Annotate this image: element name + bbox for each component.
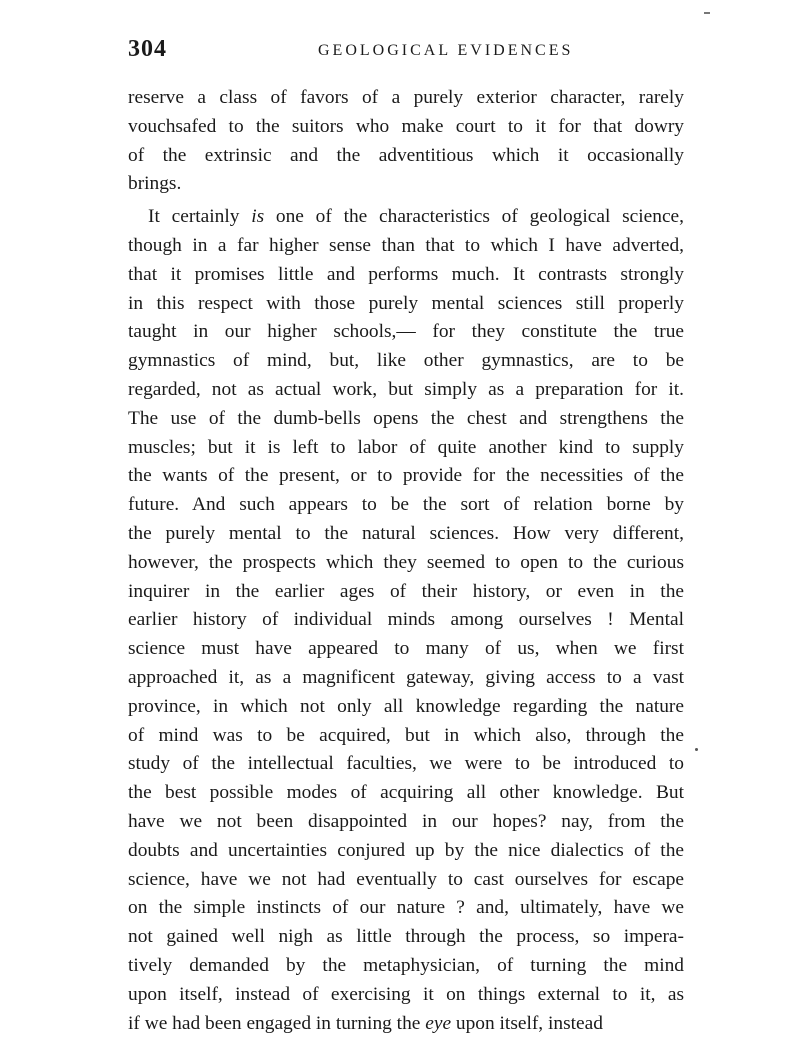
text-line: the wants of the present, or to provide for the necessities of the bbox=[128, 465, 684, 487]
text-line: though in a far higher sense than that to which I have adverted, bbox=[128, 234, 684, 256]
text-line: approached it, as a magnificent gateway, giving access to a vast bbox=[128, 666, 684, 688]
text-line: science must have appeared to many of us, when we first bbox=[128, 638, 684, 660]
text-line: brings. bbox=[128, 173, 182, 195]
text-line: if we had been engaged in turning the eye upon itself, instead bbox=[128, 1012, 603, 1034]
running-head: GEOLOGICAL EVIDENCES bbox=[318, 42, 574, 59]
text-line: reserve a class of favors of a purely exterior character, rarely bbox=[128, 87, 684, 108]
text-line: of mind was to be acquired, but in which also, through the bbox=[128, 724, 684, 746]
text-line: taught in our higher schools,— for they constitute the true bbox=[128, 321, 684, 343]
text-line: on the simple instincts of our nature ? and, ultimately, have we bbox=[128, 897, 684, 919]
paragraph bbox=[128, 84, 684, 199]
paragraph bbox=[128, 203, 684, 1038]
text-line: It certainly is one of the characteristics of geological science, bbox=[148, 206, 685, 228]
text-line: the purely mental to the natural sciences. How very different, bbox=[128, 522, 684, 544]
text-line: upon itself, instead of exercising it on things external to it, as bbox=[128, 983, 684, 1005]
text-line: future. And such appears to be the sort of relation borne by bbox=[128, 494, 684, 516]
text-line: the best possible modes of acquiring all other knowledge. But bbox=[128, 782, 684, 804]
text-line: science, have we not had eventually to cast ourselves for escape bbox=[128, 868, 684, 890]
text-line: earlier history of individual minds among ourselves ! Mental bbox=[128, 609, 684, 631]
text-line: gymnastics of mind, but, like other gymnastics, are to be bbox=[128, 350, 684, 372]
page-header bbox=[128, 36, 680, 66]
text-line: province, in which not only all knowledge regarding the nature bbox=[128, 695, 684, 717]
body-text bbox=[128, 84, 684, 1038]
text-line: have we not been disappointed in our hopes? nay, from the bbox=[128, 810, 684, 832]
text-line: vouchsafed to the suitors who make court to it for that dowry bbox=[128, 115, 684, 137]
text-line: that it promises little and performs much. It contrasts strongly bbox=[128, 263, 684, 285]
text-line: however, the prospects which they seemed to open to the curious bbox=[128, 551, 684, 573]
text-line: doubts and uncertainties conjured up by the nice dialectics of the bbox=[128, 839, 684, 861]
text-line: in this respect with those purely mental sciences still properly bbox=[128, 292, 684, 314]
text-line: of the extrinsic and the adventitious which it occasionally bbox=[128, 144, 684, 166]
margin-speck bbox=[695, 748, 698, 751]
scan-mark bbox=[704, 12, 710, 14]
text-line: regarded, not as actual work, but simply as a preparation for it. bbox=[128, 378, 684, 400]
page-number: 304 bbox=[128, 36, 167, 62]
text-line: inquirer in the earlier ages of their history, or even in the bbox=[128, 580, 684, 602]
text-line: The use of the dumb-bells opens the chest and strengthens the bbox=[128, 407, 684, 429]
text-line: tively demanded by the metaphysician, of turning the mind bbox=[128, 954, 684, 976]
text-line: study of the intellectual faculties, we were to be introduced to bbox=[128, 753, 684, 775]
text-line: muscles; but it is left to labor of quite another kind to supply bbox=[128, 436, 684, 458]
text-line: not gained well nigh as little through the process, so impera- bbox=[128, 926, 684, 948]
